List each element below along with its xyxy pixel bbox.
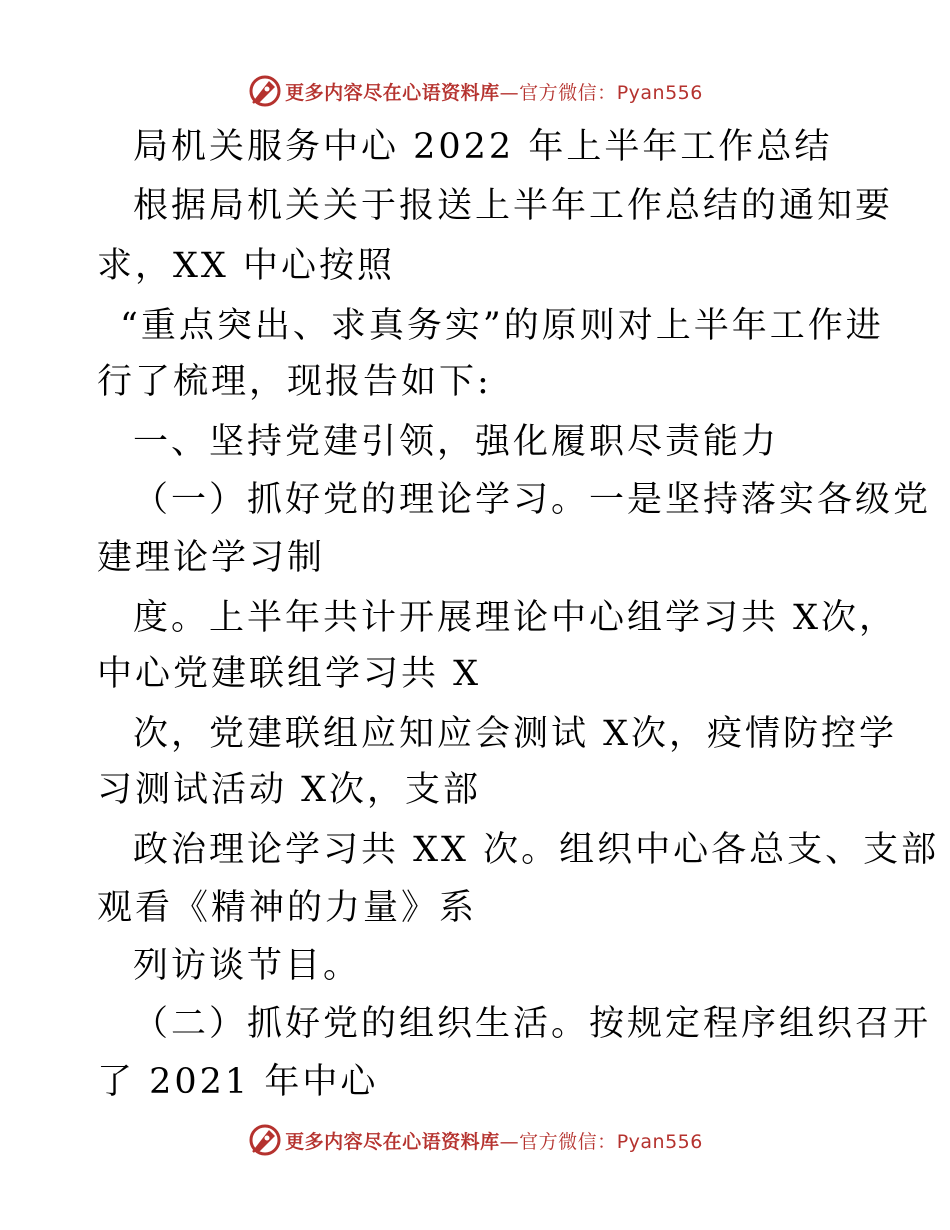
watermark-wechat-id: Pyan556 <box>616 1130 703 1153</box>
footer-watermark <box>0 1120 950 1160</box>
paragraph-line: 度。上半年共计开展理论中心组学习共 X次， <box>133 598 898 638</box>
paragraph-line: 政治理论学习共 XX 次。组织中心各总支、支部 <box>133 830 940 870</box>
pen-nib-logo-icon <box>247 1122 283 1158</box>
paragraph-line: 行了梳理，现报告如下: <box>97 362 492 402</box>
watermark-text <box>285 1127 703 1154</box>
paragraph-line: 了 2021 年中心 <box>97 1062 379 1102</box>
paragraph-line: “重点突出、求真务实”的原则对上半年工作进 <box>120 306 884 346</box>
paragraph-line: 求，XX 中心按照 <box>97 246 395 286</box>
watermark-wechat-label: 官方微信： <box>519 81 617 104</box>
paragraph-line: （一）抓好党的理论学习。一是坚持落实各级党 <box>133 480 932 520</box>
watermark-dash: — <box>499 81 520 104</box>
paragraph-line: 中心党建联组学习共 X <box>97 654 482 694</box>
paragraph-line: 建理论学习制 <box>97 538 326 578</box>
paragraph-line: 根据局机关关于报送上半年工作总结的通知要 <box>133 186 894 226</box>
paragraph-line: 列访谈节目。 <box>133 946 362 986</box>
paragraph-line: 次，党建联组应知应会测试 X次，疫情防控学 <box>133 714 898 754</box>
document-title: 局机关服务中心 2022 年上半年工作总结 <box>133 127 833 167</box>
paragraph-line: 习测试活动 X次，支部 <box>97 770 482 810</box>
watermark-wechat-label: 官方微信： <box>519 1130 617 1153</box>
paragraph-line: （二）抓好党的组织生活。按规定程序组织召开 <box>133 1004 932 1044</box>
watermark-wechat-id: Pyan556 <box>616 81 703 104</box>
watermark-main-text: 更多内容尽在心语资料库 <box>285 1130 500 1153</box>
watermark-dash: — <box>499 1130 520 1153</box>
watermark-main-text: 更多内容尽在心语资料库 <box>285 81 500 104</box>
section-heading: 一、坚持党建引领，强化履职尽责能力 <box>133 422 780 462</box>
paragraph-line: 观看《精神的力量》系 <box>97 888 478 928</box>
